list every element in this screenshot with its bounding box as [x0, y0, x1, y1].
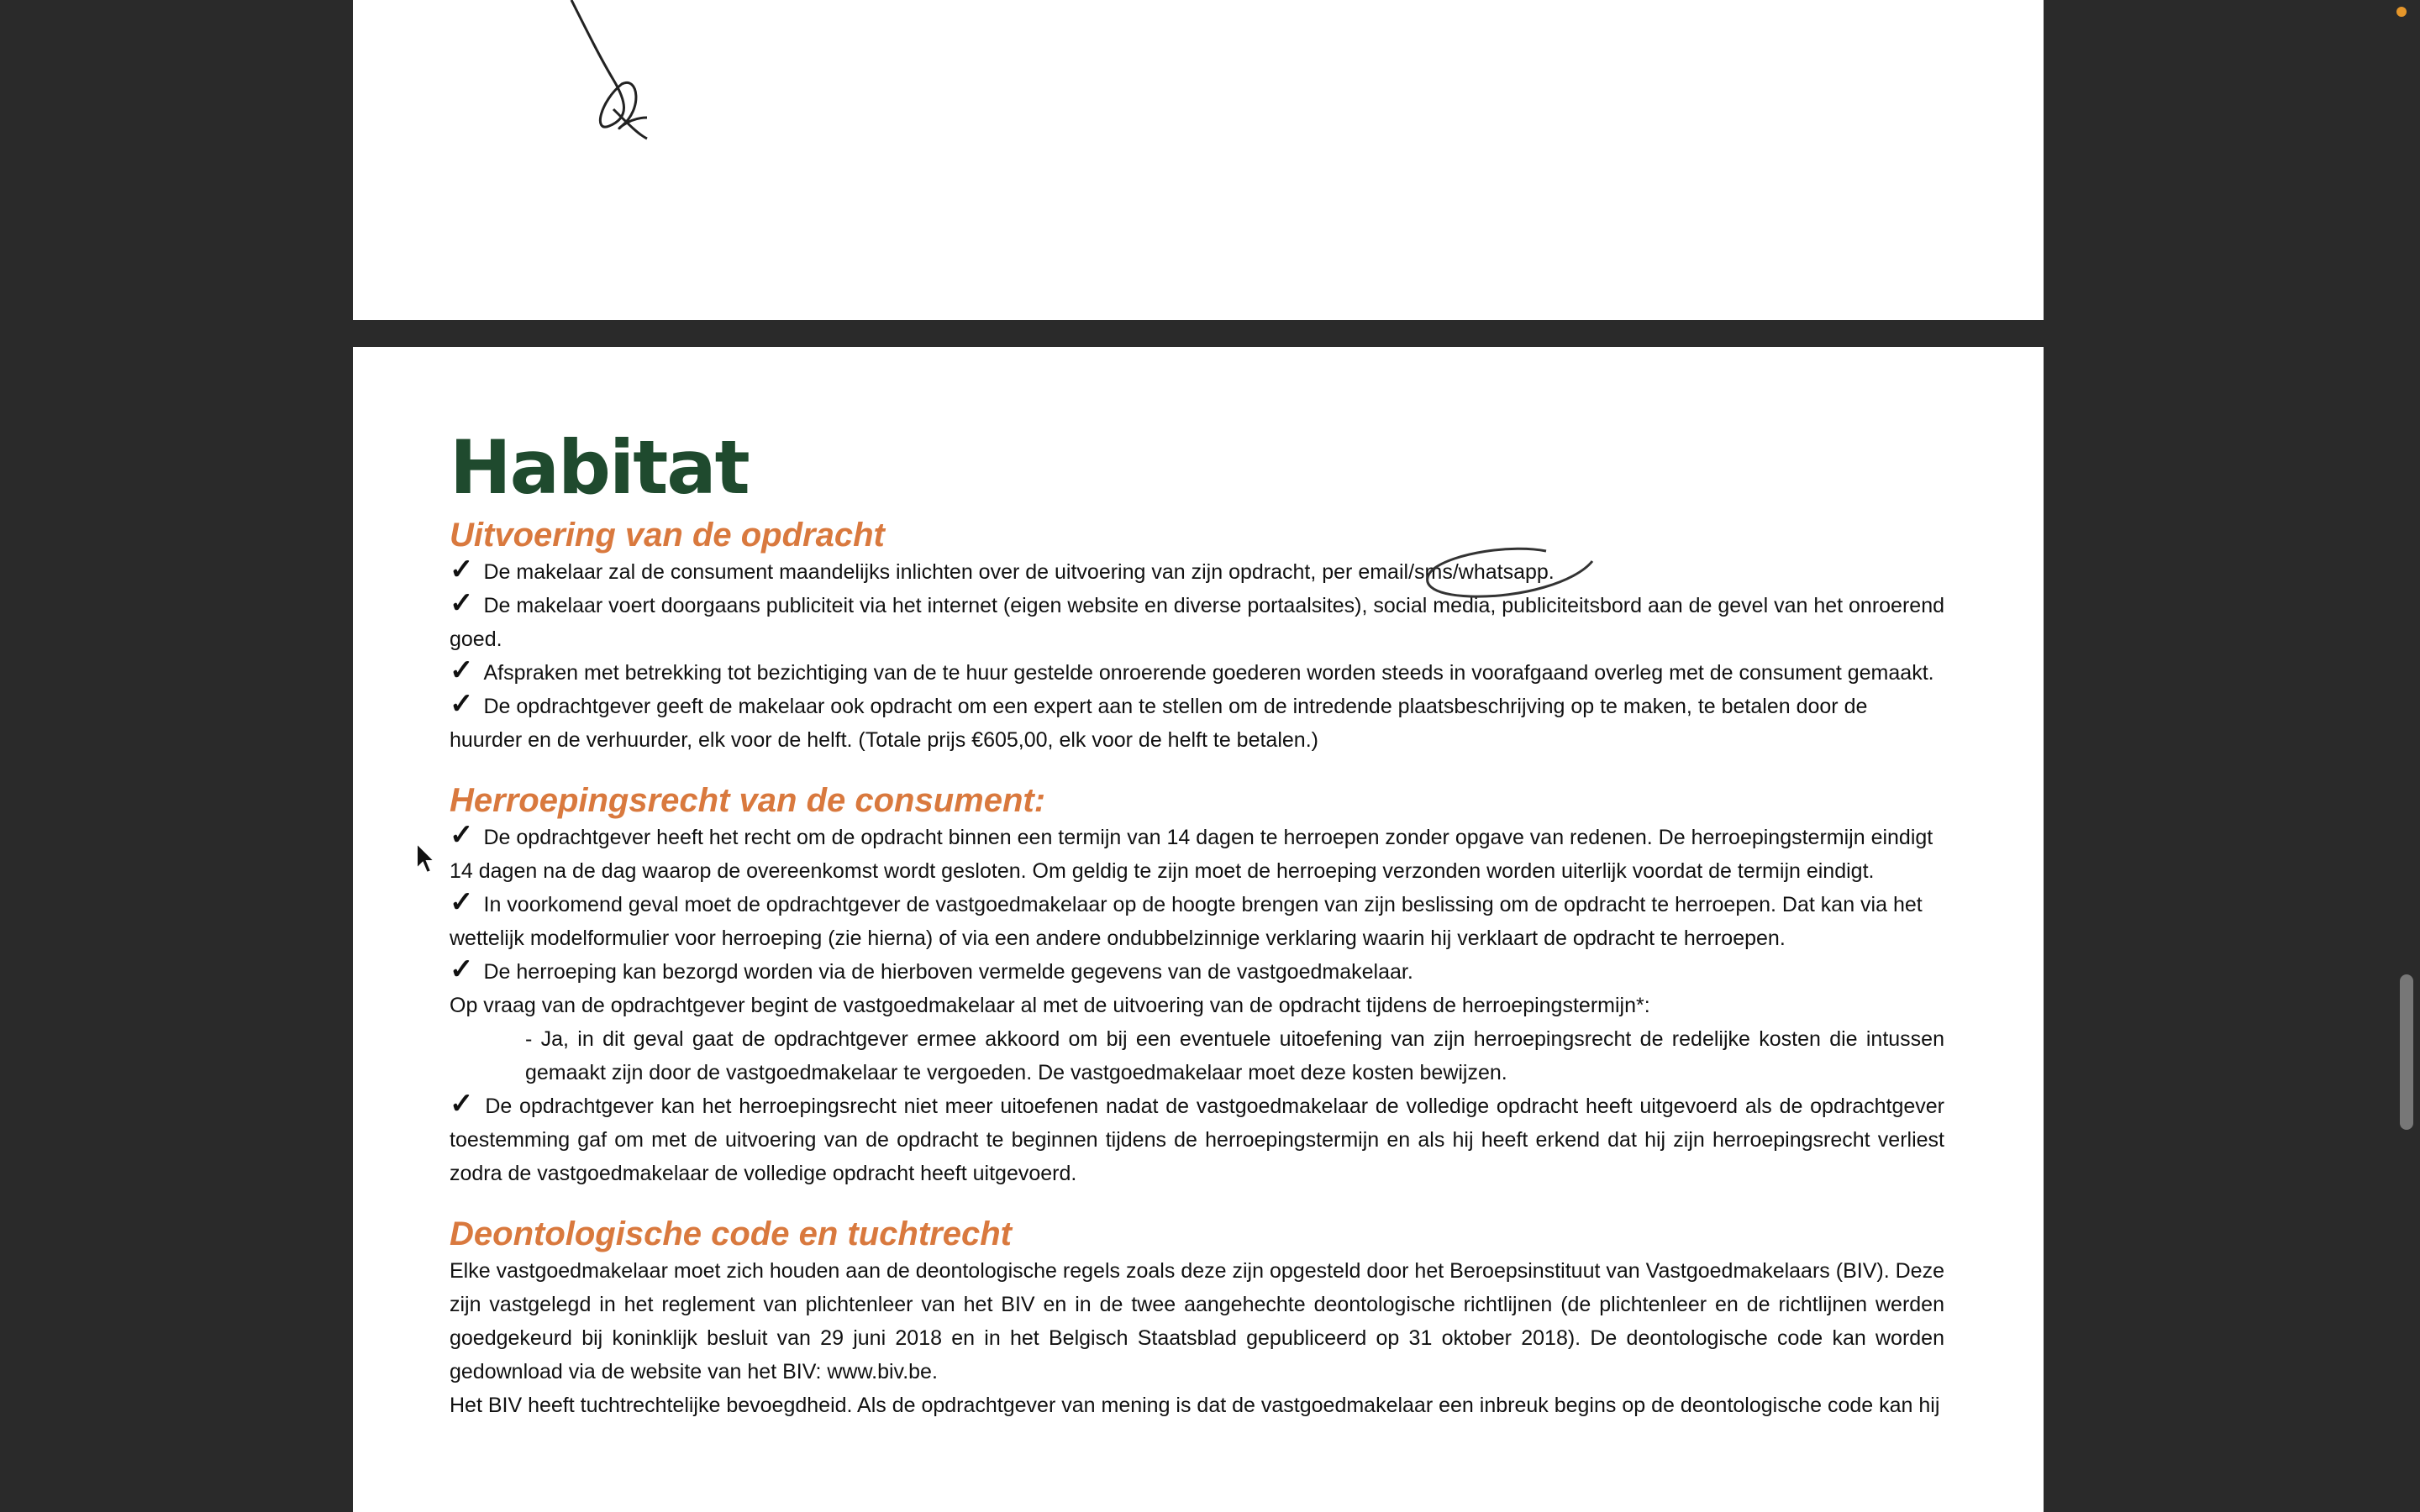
document-page-current	[353, 347, 2044, 1512]
section-title-deontologie: Deontologische code en tuchtrecht	[450, 1215, 1012, 1252]
checkmark-icon: ✓	[450, 554, 474, 585]
status-dot-icon	[2396, 7, 2407, 17]
list-item: ✓ De opdrachtgever kan het herroepingsrecht niet meer uitoefenen nadat de vastgoedmakelaar de volledige opdracht heeft uitgevoerd als de opdrachtgever toestemming gaf om met de uitvoering van de opdracht te beginnen tijdens de herroepingstermijn en als hij heeft erkend dat hij zijn herroepingsrecht verliest zodra de vastgoedmakelaar de volledige opdracht heeft uitgevoerd.	[450, 1088, 1944, 1185]
sub-item: - Ja, in dit geval gaat de opdrachtgever ermee akkoord om bij een eventuele uitoefening van zijn herroepingsrecht de redelijke kosten die intussen gemaakt zijn door de vastgoedmakelaar te vergoeden. De vastgoedmakelaar moet deze kosten bewijzen.	[525, 1027, 1944, 1084]
handwritten-signature	[521, 0, 672, 147]
checkmark-icon: ✓	[450, 688, 474, 720]
list-item: ✓ Afspraken met betrekking tot bezichtiging van de te huur gestelde onroerende goederen worden steeds in voorafgaand overleg met de consument gemaakt.	[450, 654, 1934, 686]
list-item: ✓ De makelaar voert doorgaans publiciteit via het internet (eigen website en diverse portaalsites), social media, publiciteitsbord aan de gevel van het onroerend goed.	[450, 587, 1945, 651]
checkmark-icon: ✓	[450, 886, 474, 918]
list-item: ✓ De herroeping kan bezorgd worden via de hierboven vermelde gegevens van de vastgoedmakelaar.	[450, 953, 1413, 985]
document-page-previous	[353, 0, 2044, 320]
paragraph: Elke vastgoedmakelaar moet zich houden aan de deontologische regels zoals deze zijn opgesteld door het Beroepsinstituut van Vastgoedmakelaars (BIV). Deze zijn vastgelegd in het reglement van plichtenleer van het BIV en in de twee aangehechte deontologische richtlijnen (de plichtenleer en de richtlijnen werden goedgekeurd bij koninklijk besluit van 29 juni 2018 en in het Belgisch Staatsblad gepubliceerd op 31 oktober 2018). De deontologische code kan worden gedownload via de website van het BIV: www.biv.be.	[450, 1259, 1944, 1383]
checkmark-icon: ✓	[450, 654, 474, 686]
checkmark-icon: ✓	[450, 953, 474, 985]
checkmark-icon: ✓	[450, 819, 474, 851]
paragraph: Het BIV heeft tuchtrechtelijke bevoegdheid. Als de opdrachtgever van mening is dat de vastgoedmakelaar een inbreuk begins op de deontologische code kan hij	[450, 1394, 1940, 1417]
section-title-herroeping: Herroepingsrecht van de consument:	[450, 782, 1046, 819]
section-title-uitvoering: Uitvoering van de opdracht	[450, 517, 885, 554]
page-content	[450, 424, 1945, 1422]
list-item: ✓ De opdrachtgever heeft het recht om de opdracht binnen een termijn van 14 dagen te herroepen zonder opgave van redenen. De herroepingstermijn eindigt 14 dagen na de dag waarop de overeenkomst wordt gesloten. Om geldig te zijn moet de herroeping verzonden worden uiterlijk voordat de termijn eindigt.	[450, 819, 1933, 883]
checkmark-icon: ✓	[450, 1088, 476, 1120]
list-item: ✓ In voorkomend geval moet de opdrachtgever de vastgoedmakelaar op de hoogte brengen van zijn beslissing om de opdracht te herroepen. Dat kan via het wettelijk modelformulier voor herroeping (zie hierna) of via een andere ondubbelzinnige verklaring waarin hij verklaart de opdracht te herroepen.	[450, 886, 1923, 950]
list-item: ✓ De makelaar zal de consument maandelijks inlichten over de uitvoering van zijn opdracht, per email/sms/whatsapp.	[450, 554, 1555, 585]
mouse-cursor-icon	[415, 842, 437, 875]
vertical-scrollbar[interactable]	[2400, 974, 2413, 1130]
checkmark-icon: ✓	[450, 587, 474, 619]
list-item: ✓ De opdrachtgever geeft de makelaar ook opdracht om een expert aan te stellen om de intredende plaatsbeschrijving op te maken, te betalen door de huurder en de verhuurder, elk voor de helft. (Totale prijs €605,00, elk voor de helft te betalen.)	[450, 688, 1868, 752]
request-text: Op vraag van de opdrachtgever begint de vastgoedmakelaar al met de uitvoering van de opdracht tijdens de herroepingstermijn*:	[450, 994, 1650, 1017]
habitat-logo: Habitat	[450, 424, 749, 511]
